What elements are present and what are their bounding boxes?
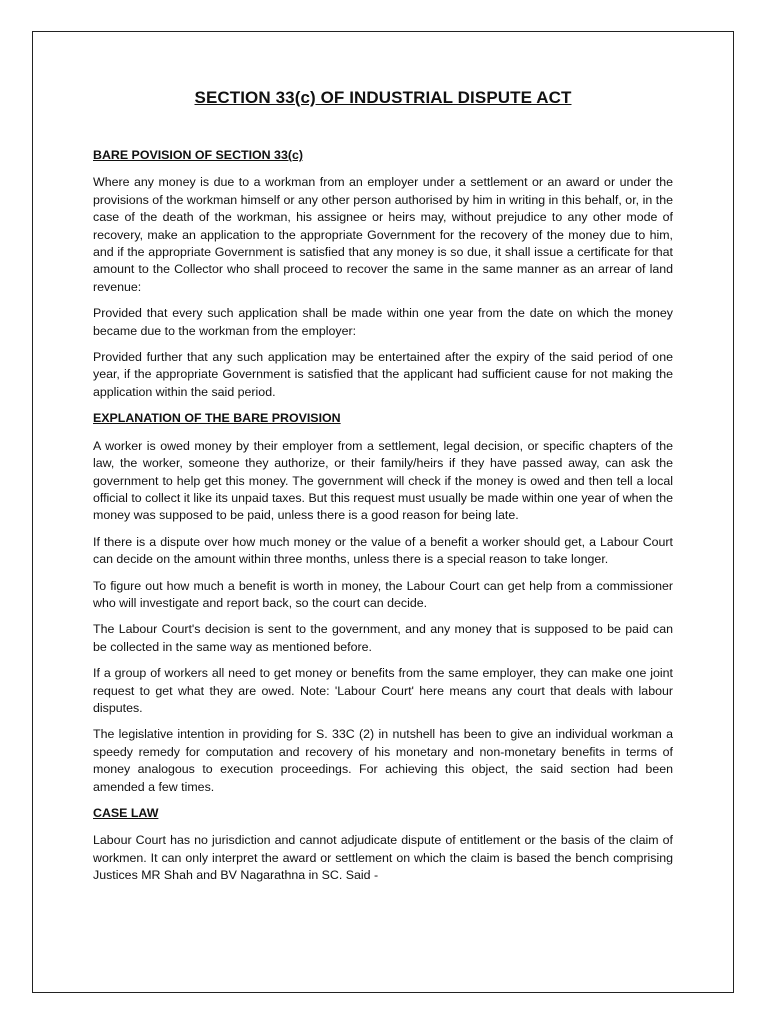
paragraph: If there is a dispute over how much money or the value of a benefit a worker should get, a Labour Court can decide on the amount within three months, unless there is a special reason to take longer. [93, 534, 673, 567]
paragraph: Where any money is due to a workman from an employer under a settlement or an award or under the provisions of the workman himself or any other person authorised by him in writing in this behalf, or, in the case of the death of the workman, his assignee or heirs may, without prejudice to any other mode of recovery, make an application to the appropriate Government for the recovery of the money due to him, and if the appropriate Government is satisfied that any money is so due, it shall issue a certificate for that amount to the Collector who shall proceed to recover the same in the same manner as an arrear of land revenue: [93, 175, 673, 294]
section-heading: CASE LAW [93, 806, 159, 820]
paragraph: To figure out how much a benefit is worth in money, the Labour Court can get help from a commissioner who will investigate and report back, so the court can decide. [93, 578, 673, 610]
section-bare-provision [93, 147, 673, 401]
paragraph: The Labour Court's decision is sent to the government, and any money that is supposed to be paid can be collected in the same way as mentioned before. [93, 622, 673, 654]
paragraph: Provided further that any such application may be entertained after the expiry of the said period of one year, if the appropriate Government is satisfied that the applicant had sufficient cause for not making the application within the said period. [93, 350, 673, 399]
document-title: SECTION 33(c) OF INDUSTRIAL DISPUTE ACT [194, 88, 572, 107]
section-heading: BARE POVISION OF SECTION 33(c) [93, 148, 303, 162]
paragraph: The legislative intention in providing for S. 33C (2) in nutshell has been to give an individual workman a speedy remedy for computation and recovery of his monetary and non-monetary benefits in terms of money analogous to execution proceedings. For achieving this object, the said section had been amended a few times. [93, 727, 673, 794]
paragraph: A worker is owed money by their employer from a settlement, legal decision, or specific chapters of the law, the worker, someone they authorize, or their family/heirs if they have passed away, can ask the government to help get this money. The government will check if the money is owed and then tell a local official to collect it like its unpaid taxes. But this request must usually be made within one year of when the money was supposed to be paid, unless there is a good reason for being late. [93, 438, 673, 523]
document-body [93, 88, 673, 894]
section-explanation [93, 410, 673, 796]
section-heading: EXPLANATION OF THE BARE PROVISION [93, 411, 341, 426]
section-case-law [93, 805, 673, 885]
paragraph: If a group of workers all need to get money or benefits from the same employer, they can make one joint request to get what they are owed. Note: 'Labour Court' here means any court that deals with labour disputes. [93, 666, 673, 715]
paragraph: Labour Court has no jurisdiction and cannot adjudicate dispute of entitlement or the basis of the claim of workmen. It can only interpret the award or settlement on which the claim is based the bench comprising Justices MR Shah and BV Nagarathna in SC. Said - [93, 833, 673, 883]
paragraph: Provided that every such application shall be made within one year from the date on which the money became due to the workman from the employer: [93, 306, 673, 338]
